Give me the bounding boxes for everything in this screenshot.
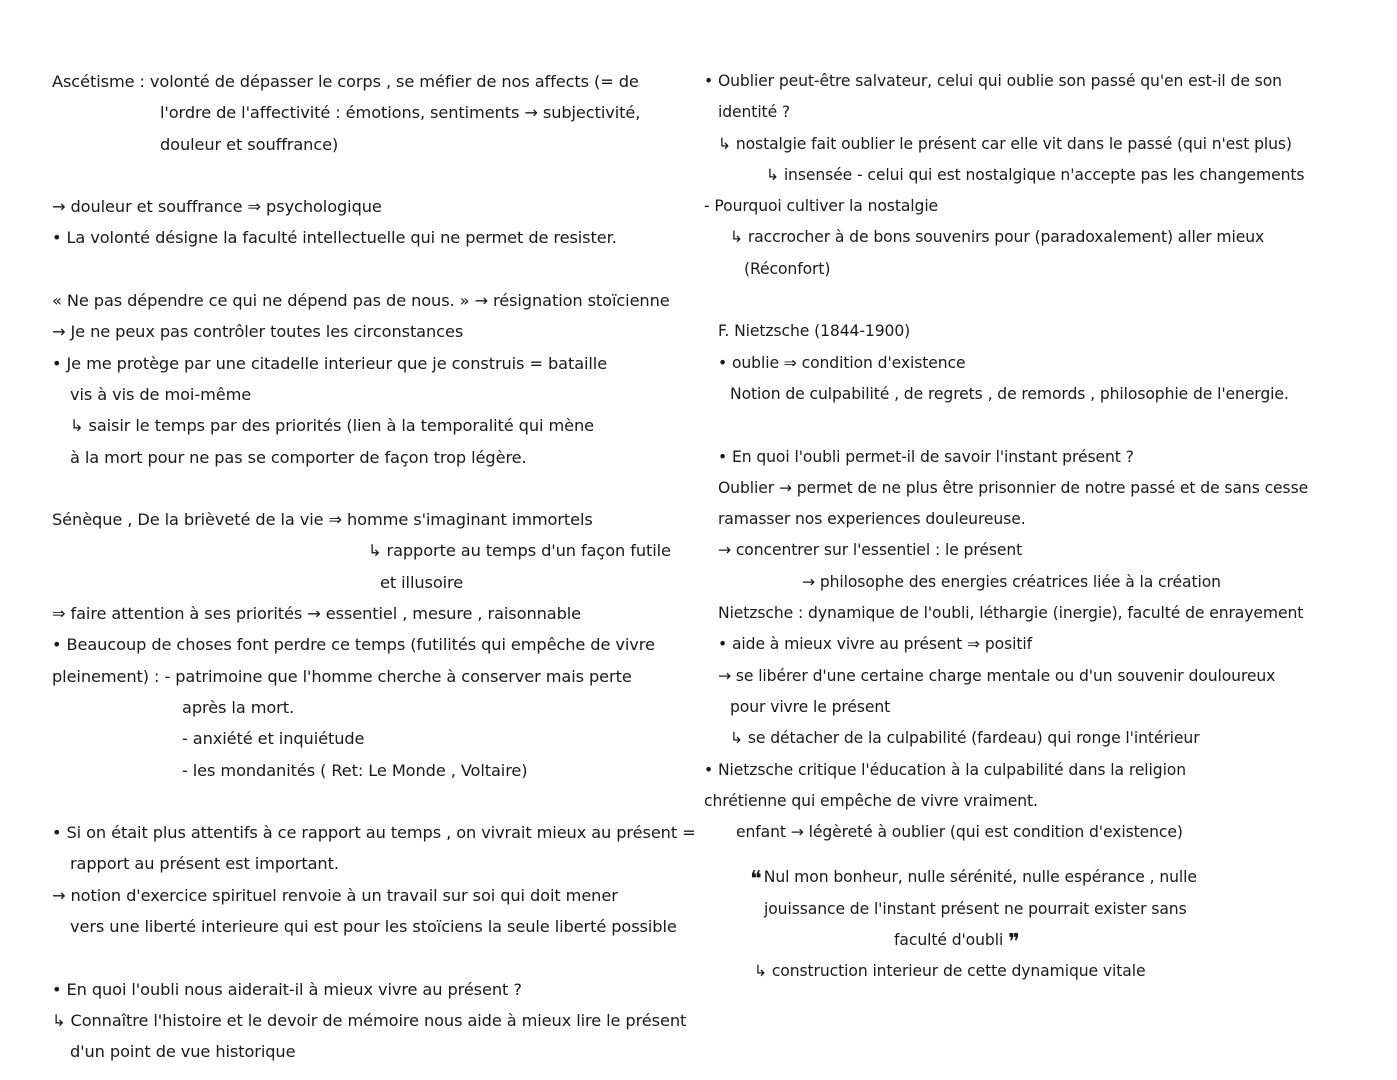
right-note-line: ↳ se détacher de la culpabilité (fardeau) qui ronge l'intérieur	[730, 729, 1200, 748]
left-note-line: douleur et souffrance)	[160, 134, 339, 154]
left-note-line: - anxiété et inquiétude	[182, 729, 365, 749]
right-note-line: pour vivre le présent	[730, 697, 891, 716]
left-note-line: « Ne pas dépendre ce qui ne dépend pas de nous. » → résignation stoïcienne	[52, 291, 670, 311]
right-note-line: • aide à mieux vivre au présent ⇒ positif	[718, 635, 1032, 654]
right-note-line: ↳ insensée - celui qui est nostalgique n'accepte pas les changements	[766, 165, 1305, 184]
left-note-line: vers une liberté interieure qui est pour les stoïciens la seule liberté possible	[70, 917, 677, 937]
quote-line: jouissance de l'instant présent ne pourrait exister sans	[764, 899, 1187, 918]
right-note-line: F. Nietzsche (1844-1900)	[718, 322, 911, 341]
quote-text: Nul mon bonheur, nulle sérénité, nulle espérance , nulle	[763, 868, 1197, 887]
blank-line	[52, 254, 712, 285]
quote-line	[704, 925, 1384, 956]
spacer	[704, 848, 1384, 862]
left-note-line: • En quoi l'oubli nous aiderait-il à mieux vivre au présent ?	[52, 979, 522, 999]
blank-line	[52, 160, 712, 191]
right-note-line: • oublie ⇒ condition d'existence	[718, 353, 966, 372]
close-quote-mark: ❞	[1008, 930, 1020, 956]
left-note-line: → notion d'exercice spirituel renvoie à un travail sur soi qui doit mener	[52, 885, 618, 905]
right-note-line: → se libérer d'une certaine charge mentale ou d'un souvenir douloureux	[718, 666, 1276, 685]
left-note-line: • Si on était plus attentifs à ce rapport au temps , on vivrait mieux au présent =	[52, 823, 696, 843]
blank-line	[704, 410, 1384, 441]
blank-line	[704, 285, 1384, 316]
left-note-line: pleinement) : - patrimoine que l'homme cherche à conserver mais perte	[52, 666, 632, 686]
right-note-line: enfant → légèreté à oublier (qui est condition d'existence)	[736, 823, 1183, 842]
left-note-line: vis à vis de moi-même	[70, 384, 252, 404]
right-note-line: Oublier → permet de ne plus être prisonnier de notre passé et de sans cesse	[718, 478, 1309, 497]
left-note-line: ⇒ faire attention à ses priorités → essentiel , mesure , raisonnable	[52, 604, 582, 624]
right-note-line: Nietzsche : dynamique de l'oubli, léthargie (inergie), faculté de enrayement	[718, 604, 1304, 623]
right-note-line: ramasser nos experiences douleureuse.	[718, 510, 1026, 529]
right-note-line: (Réconfort)	[744, 259, 831, 278]
left-note-line: ↳ Connaître l'histoire et le devoir de mémoire nous aide à mieux lire le présent	[52, 1010, 687, 1030]
right-note-line: → philosophe des energies créatrices liée à la création	[802, 572, 1221, 591]
left-note-line: ↳ rapporte au temps d'un façon futile	[368, 541, 671, 561]
left-note-line: ↳ saisir le temps par des priorités (lien à la temporalité qui mène	[70, 416, 595, 436]
right-note-line: Notion de culpabilité , de regrets , de remords , philosophie de l'energie.	[730, 384, 1289, 403]
right-note-line: - Pourquoi cultiver la nostalgie	[704, 197, 939, 216]
blank-line	[52, 942, 712, 973]
quote-text: faculté d'oubli	[894, 931, 1004, 950]
left-note-line: • Je me protège par une citadelle interieur que je construis = bataille	[52, 353, 608, 373]
right-column	[704, 66, 1384, 988]
right-note-line: identité ?	[718, 103, 791, 122]
right-note-line: • En quoi l'oubli permet-il de savoir l'instant présent ?	[718, 447, 1134, 466]
left-note-line: à la mort pour ne pas se comporter de façon trop légère.	[70, 447, 527, 467]
left-note-line: → douleur et souffrance ⇒ psychologique	[52, 197, 382, 217]
quote-line	[704, 862, 1384, 893]
right-note-line: → concentrer sur l'essentiel : le présent	[718, 541, 1023, 560]
quote-commentary: ↳ construction interieur de cette dynamique vitale	[754, 962, 1146, 981]
left-note-line: • Beaucoup de choses font perdre ce temps (futilités qui empêche de vivre	[52, 635, 655, 655]
left-note-line: Ascétisme : volonté de dépasser le corps , se méfier de nos affects (= de	[52, 72, 639, 91]
right-note-line: • Nietzsche critique l'éducation à la culpabilité dans la religion	[704, 760, 1187, 779]
right-note-line: • Oublier peut-être salvateur, celui qui oublie son passé qu'en est-il de son	[704, 72, 1282, 90]
left-note-line: et illusoire	[380, 572, 464, 592]
right-note-line: chrétienne qui empêche de vivre vraiment.	[704, 791, 1038, 810]
left-note-line: l'ordre de l'affectivité : émotions, sentiments → subjectivité,	[160, 103, 641, 123]
left-note-line: d'un point de vue historique	[70, 1042, 296, 1062]
left-note-line: rapport au présent est important.	[70, 854, 339, 874]
left-note-line: → Je ne peux pas contrôler toutes les circonstances	[52, 322, 464, 342]
right-note-line: ↳ raccrocher à de bons souvenirs pour (paradoxalement) aller mieux	[730, 228, 1265, 247]
left-note-line: après la mort.	[182, 697, 295, 717]
left-note-line: - les mondanités ( Ret: Le Monde , Voltaire)	[182, 760, 528, 780]
open-quote-mark: ❝	[750, 867, 762, 893]
blank-line	[52, 473, 712, 504]
left-note-line: • La volonté désigne la faculté intellectuelle qui ne permet de resister.	[52, 228, 617, 248]
blank-line	[52, 786, 712, 817]
left-column	[52, 66, 712, 1068]
left-note-line: Sénèque , De la brièveté de la vie ⇒ homme s'imaginant immortels	[52, 510, 593, 530]
right-note-line: ↳ nostalgie fait oublier le présent car elle vit dans le passé (qui n'est plus)	[718, 134, 1292, 153]
